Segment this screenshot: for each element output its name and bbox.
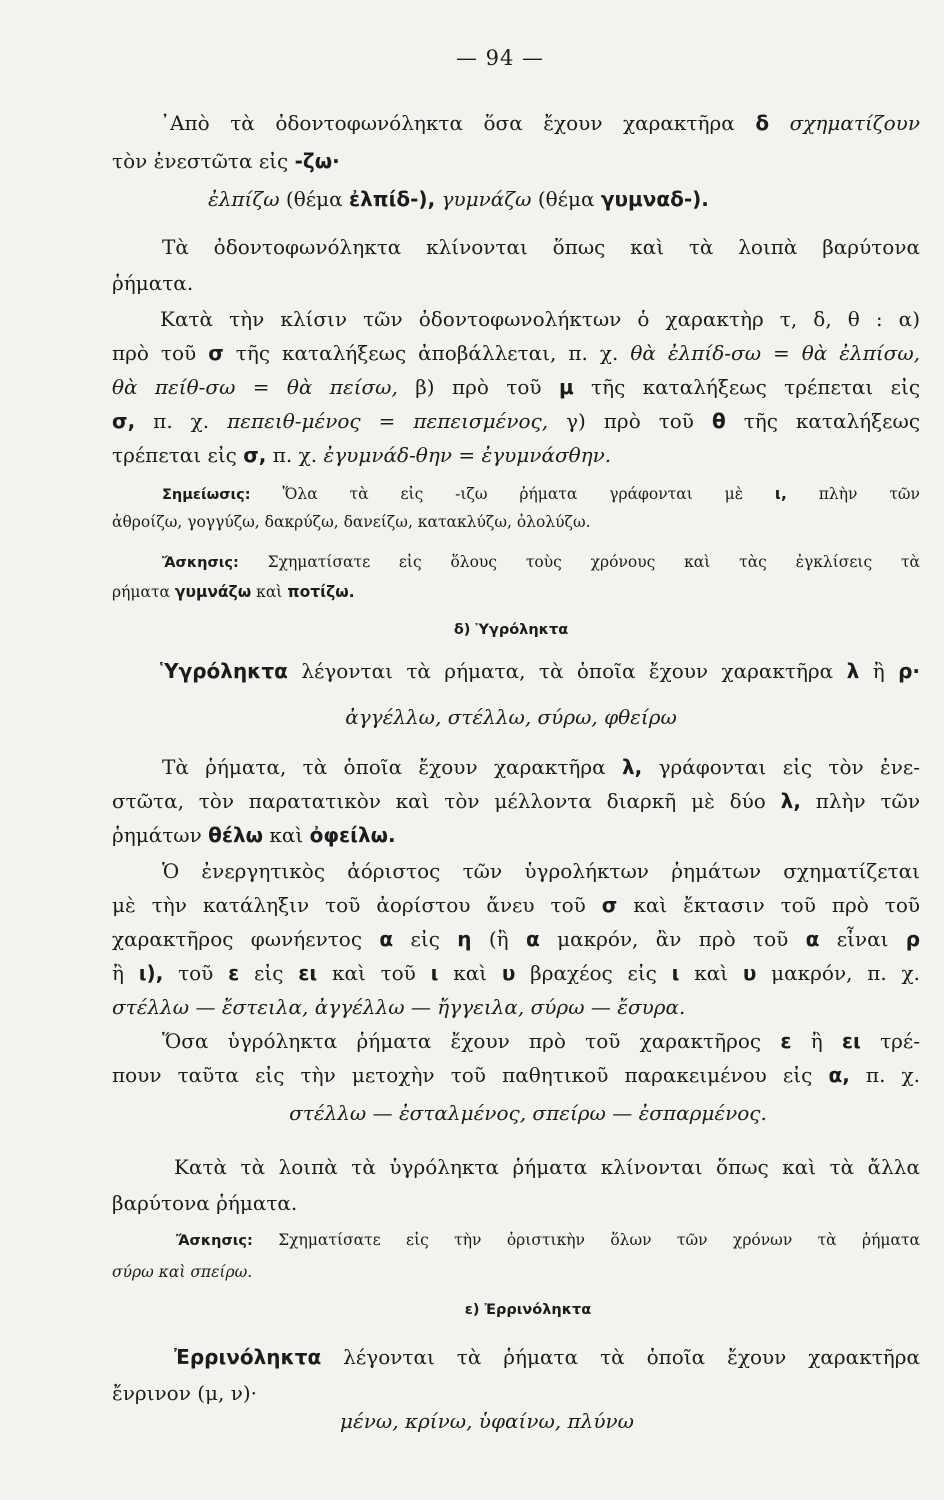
- bold-letter: ει: [298, 961, 318, 985]
- text: τῆς καταλήξεως ἀποβάλλεται, π. χ.: [235, 341, 619, 365]
- bold-letter: ι,: [774, 485, 787, 503]
- text: Σχηματίσατε εἰς τὴν ὁριστικὴν ὅλων τῶν χρόνων τὰ ῥήματα: [278, 1231, 920, 1249]
- text: (ἢ: [488, 927, 509, 951]
- examples-line-2: στέλλω — ἐσταλμένος, σπείρω — ἐσπαρμένος.: [289, 1101, 767, 1125]
- text: λέγονται τὰ ρήματα, τὰ ὁποῖα ἔχουν χαρακτῆρα: [301, 659, 834, 683]
- text: πρὸ τοῦ: [112, 341, 197, 365]
- paragraph-5-line-2: [112, 790, 920, 813]
- example-formula: ἐγυμνάδ-θην = ἐγυμνάσθην.: [323, 443, 612, 467]
- bold-term: Ὑγρόληκτα: [160, 659, 288, 683]
- text: καὶ: [453, 961, 488, 985]
- text: ρήματα: [112, 583, 170, 601]
- text: εἰς: [410, 927, 440, 951]
- paragraph-1-line-2: [112, 150, 340, 173]
- text: μὲ τὴν κατάληξιν τοῦ ἀορίστου ἄνευ τοῦ: [112, 893, 586, 917]
- bold-letter: μ: [558, 375, 574, 399]
- text: ἢ: [872, 659, 885, 683]
- bold-letter: α,: [828, 1063, 850, 1087]
- paragraph-3-line-1: Κατὰ τὴν κλίσιν τῶν ὀδοντοφωνολήκτων ὁ χαρακτὴρ τ, δ, θ : α): [160, 307, 920, 331]
- text: καὶ: [256, 583, 283, 601]
- paragraph-5-line-1: [162, 756, 920, 779]
- text: βραχέος εἰς: [530, 961, 657, 985]
- bold-stem: γυμναδ-).: [600, 187, 709, 211]
- bold-word: γυμνάζω: [174, 583, 252, 601]
- paragraph-3-line-4: [112, 410, 920, 433]
- text: Ὅλα τὰ εἰς -ιζω ῥήματα γράφονται μὲ: [282, 485, 744, 503]
- section-heading-d: δ) Ὑγρόληκτα: [453, 622, 569, 638]
- text: χαρακτῆρος φωνήεντος: [112, 927, 363, 951]
- bold-letter: ι),: [138, 961, 164, 985]
- page-number: — 94 —: [455, 46, 545, 70]
- bold-term: Ἐρρινόληκτα: [174, 1345, 322, 1369]
- text: π. χ.: [272, 443, 318, 467]
- bold-word: ὀφείλω.: [309, 823, 396, 847]
- paragraph-7-line-1: [162, 1030, 920, 1053]
- paragraph-4-line-1: [160, 660, 920, 683]
- paragraph-5-line-3: [112, 824, 396, 847]
- text: τῆς καταλήξεως τρέπεται εἰς: [591, 375, 921, 399]
- example-formula: θὰ ἐλπίδ-σω = θὰ ἐλπίσω,: [630, 341, 921, 365]
- section-heading-e: ε) Ἐρρινόληκτα: [464, 1302, 592, 1318]
- bold-letter: λ,: [621, 755, 643, 779]
- paragraph-6-examples: στέλλω — ἔστειλα, ἀγγέλλω — ἤγγειλα, σύρω — ἔσυρα.: [112, 995, 686, 1019]
- paragraph-1-line-3: [208, 188, 709, 211]
- text: β) πρὸ τοῦ: [415, 375, 542, 399]
- paragraph-8-line-1: Κατὰ τὰ λοιπὰ τὰ ὑγρόληκτα ῥήματα κλίνονται ὅπως καὶ τὰ ἄλλα: [174, 1155, 920, 1179]
- text: Τὰ ῥήματα, τὰ ὁποῖα ἔχουν χαρακτῆρα: [162, 755, 606, 779]
- paragraph-9-line-1: [174, 1346, 920, 1369]
- bold-ending: -ζω·: [294, 149, 340, 173]
- text: τῆς καταλήξεως: [743, 409, 921, 433]
- text: στῶτα, τὸν παρατατικὸν καὶ τὸν μέλλοντα διαρκῆ μὲ δύο: [112, 789, 766, 813]
- paragraph-1-line-1: [160, 112, 920, 135]
- bold-letter: η: [457, 927, 472, 951]
- text: καὶ ἔκτασιν τοῦ πρὸ τοῦ: [633, 893, 921, 917]
- bold-letter: υ: [742, 961, 757, 985]
- bold-letter: δ: [755, 111, 770, 135]
- text: καὶ τοῦ: [331, 961, 416, 985]
- bold-letter: σ: [601, 893, 618, 917]
- bold-letter: α: [379, 927, 394, 951]
- note-line-2: ἀθροίζω, γογγύζω, δακρύζω, δανείζω, κατακλύζω, ὀλολύζω.: [112, 513, 591, 531]
- bold-letter: ει: [841, 1029, 861, 1053]
- paragraph-6-line-2: [112, 894, 920, 917]
- exercise-1-line-1: [162, 554, 920, 572]
- bold-letter: σ,: [112, 409, 136, 433]
- paragraph-2-line-1: Τὰ ὀδοντοφωνόληκτα κλίνονται ὅπως καὶ τὰ λοιπὰ βαρύτονα: [162, 235, 920, 259]
- examples-line-1: ἀγγέλλω, στέλλω, σύρω, φθείρω: [345, 705, 677, 729]
- text: λέγονται τὰ ῥήματα τὰ ὁποῖα ἔχουν χαρακτῆρα: [343, 1345, 921, 1369]
- exercise-2-line-2: σύρω καὶ σπείρω.: [112, 1263, 253, 1281]
- bold-word: ποτίζω.: [287, 583, 355, 601]
- text: πλὴν τῶν: [815, 789, 921, 813]
- paragraph-8-line-2: βαρύτονα ῥήματα.: [112, 1191, 298, 1215]
- bold-letter: ι: [671, 961, 680, 985]
- text: μακρόν, π. χ.: [771, 961, 921, 985]
- example-formula: πεπειθ-μένος = πεπεισμένος,: [227, 409, 549, 433]
- note-label: Σημείωσις:: [162, 487, 251, 503]
- bold-letter: σ: [208, 341, 224, 365]
- text: εἶναι: [836, 927, 889, 951]
- text: γράφονται εἰς τὸν ἐνε-: [658, 755, 921, 779]
- text: ῥημάτων: [112, 823, 202, 847]
- bold-letter: θ: [711, 409, 726, 433]
- text: ἢ: [112, 961, 124, 985]
- paragraph-2-line-2: ῥήματα.: [112, 271, 194, 295]
- text: τρέ-: [880, 1029, 921, 1053]
- text: τρέπεται εἰς: [112, 443, 237, 467]
- bold-letter: α: [525, 927, 540, 951]
- example-word: γυμνάζω: [441, 187, 532, 211]
- paragraph-9-line-2: ἔνρινον (μ, ν)·: [112, 1381, 258, 1405]
- exercise-1-line-2: [112, 584, 355, 602]
- example-formula: θὰ πείθ-σω = θὰ πείσω,: [112, 375, 398, 399]
- exercise-label: Ἄσκησις:: [176, 1233, 253, 1249]
- bold-stem: ἐλπίδ-),: [348, 187, 436, 211]
- paragraph-6-line-4: [112, 962, 920, 985]
- paragraph-3-line-2: [112, 342, 920, 365]
- text: πλὴν τῶν: [818, 485, 920, 503]
- exercise-2-line-1: [176, 1232, 920, 1250]
- bold-letter: υ: [501, 961, 516, 985]
- text: (θέμα: [285, 187, 343, 211]
- text: ἢ: [810, 1029, 823, 1053]
- text: σχηματίζουν: [789, 111, 920, 135]
- note-line-1: [162, 486, 920, 504]
- bold-letter: ε: [780, 1029, 792, 1053]
- bold-letter: λ,: [780, 789, 801, 813]
- text: π. χ.: [153, 409, 210, 433]
- bold-letter: ι: [430, 961, 439, 985]
- text: τοῦ: [178, 961, 214, 985]
- example-word: ἐλπίζω: [208, 187, 280, 211]
- paragraph-7-line-2: [112, 1064, 920, 1087]
- bold-letter: σ,: [243, 443, 267, 467]
- examples-line-3: μένω, κρίνω, ὑφαίνω, πλύνω: [340, 1409, 634, 1433]
- paragraph-3-line-5: [112, 444, 611, 467]
- text: εἰς: [254, 961, 284, 985]
- text: καὶ: [694, 961, 729, 985]
- bold-letter: ρ·: [898, 659, 921, 683]
- paragraph-6-line-3: [112, 928, 920, 951]
- text: ᾽Απὸ τὰ ὀδοντοφωνόληκτα ὅσα ἔχουν χαρακτῆρα: [160, 111, 735, 135]
- exercise-label: Ἄσκησις:: [162, 555, 239, 571]
- text: γ) πρὸ τοῦ: [566, 409, 694, 433]
- text: πουν ταῦτα εἰς τὴν μετοχὴν τοῦ παθητικοῦ παρακειμένου εἰς: [112, 1063, 813, 1087]
- text: (θέμα: [537, 187, 595, 211]
- paragraph-3-line-3: [112, 376, 920, 399]
- bold-letter: ρ: [905, 927, 921, 951]
- text: Σχηματίσατε εἰς ὅλους τοὺς χρόνους καὶ τὰς ἐγκλίσεις τὰ: [267, 553, 920, 571]
- bold-letter: ε: [228, 961, 240, 985]
- bold-letter: α: [805, 927, 820, 951]
- text: π. χ.: [865, 1063, 921, 1087]
- text: Ὅσα ὑγρόληκτα ῥήματα ἔχουν πρὸ τοῦ χαρακτῆρος: [162, 1029, 762, 1053]
- text: μακρόν, ἂν πρὸ τοῦ: [557, 927, 789, 951]
- text: τὸν ἐνεστῶτα εἰς: [112, 149, 289, 173]
- text: καὶ: [269, 823, 304, 847]
- bold-word: θέλω: [208, 823, 264, 847]
- paragraph-6-line-1: Ὁ ἐνεργητικὸς ἀόριστος τῶν ὑγρολήκτων ῥημάτων σχηματίζεται: [162, 859, 920, 883]
- bold-letter: λ: [846, 659, 860, 683]
